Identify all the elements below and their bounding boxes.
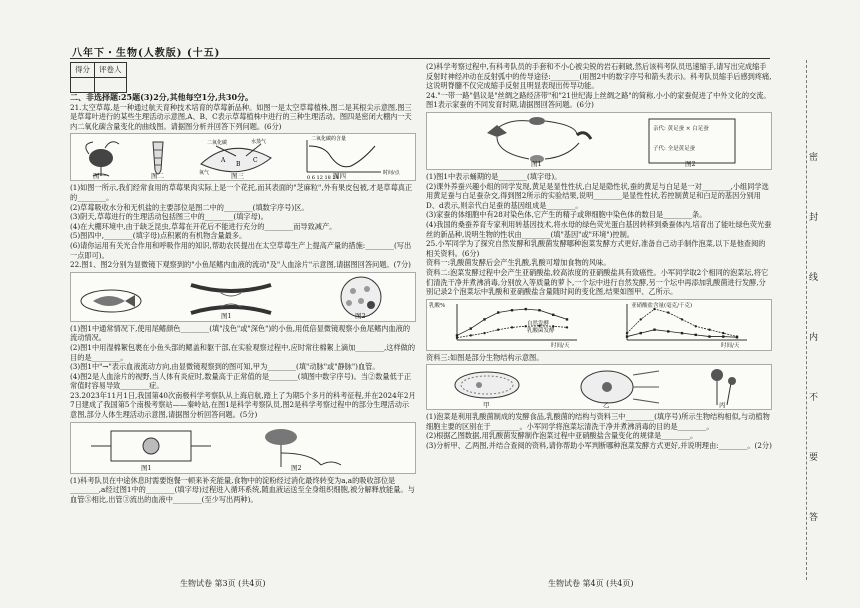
data-point: [483, 332, 485, 334]
right-column: [426, 62, 772, 451]
q23-figure-svg: [71, 423, 417, 473]
data-point: [497, 311, 499, 313]
q22-intro: 22.图1、图2分别为显微镜下观察到的"小鱼尾鳍内血液的流动"及"人血涂片"示意图,请据图回答问题。(7分): [70, 260, 411, 270]
q21-line-1: (1)如图一所示,我们经常食用的草莓果肉实际上是一个花托,而其表面的"芝麻粒",外有果皮包被,才是草莓真正的________。: [70, 183, 413, 202]
page-header: 八年下・生物(人教版) (十五): [72, 48, 221, 59]
svg-text:0 6 12 18 24: 0 6 12 18 24: [307, 175, 339, 181]
svg-text:时间/点: 时间/点: [383, 170, 400, 177]
circulation-diagram-figure: [91, 431, 211, 461]
svg-text:水蒸气: 水蒸气: [251, 139, 267, 146]
q24-line-1: (1)图1中表示蛹期的是________(填字母)。: [426, 171, 562, 181]
q21-line-3: (3)阴天,草莓进行的生理活动包括图三中的________(填字母)。: [70, 212, 268, 222]
chart-a-xlabel: 时间/天: [551, 342, 570, 349]
cross-parent-row: 亲代: 黄足蚕 × 白足蚕: [653, 125, 709, 132]
legend-natural: 自然发酵: [527, 320, 550, 327]
q21-figure-svg: [71, 134, 417, 180]
fig-label: 图2: [291, 464, 302, 473]
seal-char: 不: [809, 393, 819, 403]
fig-label: 图1: [221, 312, 232, 321]
silkworm-cycle-figure: [487, 117, 591, 163]
data-point: [681, 318, 683, 320]
leaf-process-figure: [199, 138, 271, 176]
left-column: [70, 62, 416, 504]
q25-line-2: (2)根据乙图数据,用乳酸菌发酵制作泡菜过程中亚硝酸盐含量变化的规律是________。: [426, 431, 698, 441]
fig-label: 图四: [333, 171, 346, 180]
blood-smear-figure: [341, 277, 381, 317]
q22-line-1: (1)图1中通常情况下,使用尾鳍颜色________(填"浅色"或"深色")的小鱼,用低倍显微镜观察小鱼尾鳍内血液的流动情况。: [70, 323, 411, 343]
q25-line-3: (3)分析甲、乙两图,并结合查阅的资料,请你帮助小军判断哪种泡菜发酵方式更好,并说明理由:________。(2分): [426, 441, 772, 451]
q25-line-1: (1)泡菜是利用乳酸菌制成的发酵食品,乳酸菌的结构与资料三中________(填序号)所示生物结构相似,与动植物细胞主要的区别在于________。小军同学将泡菜坛清洗干净并煮沸消毒的目的是________。: [426, 412, 770, 431]
data-point: [470, 334, 472, 336]
seal-char: 答: [809, 513, 819, 523]
q23-line-2: (2)科学考察过程中,有科考队员的手套和不小心被尖锐的岩石刺破,然后该科考队员迅速缩手,请写出完成缩手反射时神经冲动在反射弧中的传导途径:________(用图2中的数字序号和箭头表示)。科考队员缩手后感到疼痛,这说明脊髓不仅完成缩手反射且明显表现出传导功能。: [426, 62, 772, 91]
organism-label: 甲: [483, 400, 490, 409]
score-cell[interactable]: [71, 78, 95, 93]
data-point: [525, 308, 527, 310]
q24-figures: [426, 112, 772, 170]
data-point: [695, 325, 697, 327]
q21-figures: [70, 133, 416, 181]
organism-label: 丙: [719, 400, 726, 409]
q25-material-2: 资料二:泡菜发酵过程中会产生亚硝酸盐,较高浓度的亚硝酸盐具有致癌性。小军同学取2个相同的泡菜坛,将它们清洗干净并煮沸消毒,分别放入等质量的萝卜,一个坛中进行自然发酵,另一个坛中再添加乳酸菌进行发酵,分别记录2个泡菜坛中乳酸和亚硝酸盐含量随时间的变化图,结果如图甲、乙所示。: [426, 267, 769, 297]
data-point: [695, 333, 697, 335]
data-point: [497, 328, 499, 330]
seal-char: 封: [809, 213, 819, 223]
data-point: [470, 327, 472, 329]
q21-line-4: (4)在大棚环境中,由于缺乏昆虫,草莓在开花后不能进行充分的________而导致减产。: [70, 221, 337, 231]
data-point: [722, 332, 724, 334]
q25-intro: 25.小军同学为了探究自然发酵和乳酸菌发酵哪种泡菜发酵方式更好,准备自己动手制作泡菜,以下是他查阅的相关资料。(6分): [426, 239, 766, 258]
svg-text:A: A: [221, 157, 226, 165]
q21-line-2: (2)草莓吸收水分和无机盐的主要部位是图二中的________(填数字序号)区。: [70, 202, 309, 212]
footer-right: 生物试卷 第4页 (共4页): [548, 579, 634, 588]
grader-cell[interactable]: [95, 78, 127, 93]
data-point: [667, 311, 669, 313]
q24-intro: 24."一带一路"倡议是"丝绸之路经济带"和"21世纪海上丝绸之路"的简称,小小的家蚕促进了中外文化的交流。图1表示家蚕的不同发育时期,请据图回答问题。(6分): [426, 90, 771, 110]
fig-label: 图2: [685, 160, 696, 169]
data-point: [708, 335, 710, 337]
co2-curve-figure: [307, 135, 401, 180]
score-label: 得分: [71, 63, 95, 78]
fig-label: 图1: [141, 464, 152, 473]
fig-label: 图二: [151, 171, 164, 180]
data-point: [511, 309, 513, 311]
q24-line-3: (3)家蚕的体细胞中有28对染色体,它产生的精子或卵细胞中染色体的数目是________条。: [426, 210, 707, 220]
q22-line-2: (2)图1中用湿棉絮包裹在小鱼头部的鳃盖和躯干部,在实验观察过程中,应时常往棉絮上滴加________,这样做的目的是________。: [70, 342, 416, 362]
data-point: [566, 318, 568, 320]
section-title: 二、非选择题:25题(3)2分,其他每空1分,共30分。: [70, 92, 254, 102]
data-point: [511, 326, 513, 328]
grader-label: 评卷人: [95, 63, 127, 78]
fig-label: 图2: [355, 312, 366, 321]
q25-organisms: [426, 364, 772, 410]
chart-a-ylabel: 乳酸%: [429, 302, 446, 309]
svg-text:二氧化碳的含量: 二氧化碳的含量: [311, 136, 347, 143]
data-point: [456, 336, 458, 338]
data-point: [626, 335, 628, 337]
data-point: [653, 328, 655, 330]
data-point: [681, 332, 683, 334]
footer-left: 生物试卷 第3页 (共4页): [180, 579, 266, 588]
data-point: [640, 332, 642, 334]
data-point: [640, 318, 642, 320]
data-point: [626, 332, 628, 334]
q22-line-3: (3)图1中"→"表示血液流动方向,由显微镜观察到的图可知,甲为________(填"动脉"或"静脉")血管。: [70, 362, 380, 372]
data-point: [722, 335, 724, 337]
fig-label: 图1: [531, 160, 542, 169]
fig-label: 图三: [231, 171, 244, 180]
q23-intro: 23.2023年11月1日,我国第40次南极科学考察队从上海启航,踏上了为期5个多月的科考征程,并在2024年2月7日建成了我国第5个南极考察站——秦岭站,在图1是科学考察队员,图2是科学考察过程中的部分生理活动示意图,部分人体生理活动示意图,请据图分析回答问题。(5分): [70, 390, 416, 420]
q21-line-6: (6)请你运用有关光合作用和呼吸作用的知识,帮助农民提出在太空草莓生产上提高产量的措施:________(写出一点即可)。: [70, 240, 412, 260]
seal-char: 要: [809, 453, 819, 463]
svg-text:二氧化碳: 二氧化碳: [207, 140, 228, 147]
legend-lactic: 乳酸菌发酵: [527, 327, 555, 334]
seal-line: [806, 60, 827, 580]
score-table: [70, 62, 127, 93]
organism-label: 乙: [603, 400, 610, 409]
data-point: [456, 334, 458, 336]
fish-dish-figure: [81, 290, 141, 312]
chart-b-ylabel: 亚硝酸盐含量(毫克/千克): [631, 302, 693, 309]
header-rule: [70, 58, 770, 59]
q22-figures: [70, 272, 416, 322]
data-point: [667, 330, 669, 332]
capillary-figure: [191, 285, 271, 313]
q24-line-4: (4)我国的桑蚕养育专家利用转基因技术,将水母的绿色荧光蛋白基因转移到桑蚕体内,培育出了能吐绿色荧光蚕丝的新品种,说明生物的性状由________(填"基因"或"环境")控制。: [426, 219, 772, 239]
fig-label: 图一: [93, 171, 106, 180]
cross-offspring-row: 子代: 全是黄足蚕: [653, 145, 696, 152]
q24-line-2: (2)课外养蚕兴趣小组的同学发现,黄足是显性性状,白足是隐性状,蚕的黄足与白足是一对________,小组同学选用黄足蚕与白足蚕杂交,得到图2所示的实验结果,说明________是显性性状,若控制黄足和白足的基因分别用D、d表示,则亲代白足蚕的基因组成是________。: [426, 181, 769, 210]
q22-line-4: (4)图2是人血涂片的视野,当人体有炎症时,数量高于正常值的是________(填图中数字序号)。当②数量低于正常值时容易导致________症。: [70, 371, 412, 391]
svg-text:B: B: [236, 161, 241, 169]
seal-char: 线: [809, 273, 819, 283]
bacterium-figure: [455, 372, 519, 398]
data-point: [566, 326, 568, 328]
q24-figure-svg: [427, 113, 773, 169]
chart-b-xlabel: 时间/天: [721, 342, 740, 349]
q21-line-5: (5)图四中,________(填字母)点积累的有机物含量最多。: [70, 231, 247, 241]
data-point: [538, 309, 540, 311]
seal-char: 内: [809, 333, 819, 343]
reflex-arc-figure: [265, 429, 341, 467]
root-tip-figure: [153, 142, 163, 174]
q23-line-1: (1)科考队员在中途休息时需要饱餐一顿来补充能量,食物中的淀粉经过消化最终转变为a,a的吸收部位是________,a经过图1中的________(填字母)过程进入循环系统,随血液运送至全身组织细胞,被分解释放能量。与血管⑤相比,出管③流出的血液中________(至少写出两种)。: [70, 475, 415, 504]
q23-figures: [70, 422, 416, 474]
yeast-figure: [581, 371, 659, 403]
q25-material-3: 资料三:如图是部分生物结构示意图。: [426, 352, 544, 362]
data-point: [708, 328, 710, 330]
data-point: [552, 313, 554, 315]
svg-text:C: C: [253, 157, 258, 165]
data-point: [736, 336, 738, 338]
data-point: [483, 318, 485, 320]
q21-intro: 21.太空草莓,是一种通过航天育种技术培育的草莓新品种。如图一是太空草莓植株,图二是其根尖示意图,图三是草莓叶进行的某些生理活动示意图,A、B、C表示草莓植株中进行的三种生理活动。图四是密闭大棚内一天内二氧化碳含量变化的曲线图。请据图分析并回答下列问题。(6分): [70, 102, 412, 131]
q25-charts: [426, 299, 772, 351]
q25-material-1: 资料一:乳酸菌发酵后会产生乳酸,乳酸可增加食物的风味。: [426, 258, 611, 268]
svg-text:氧气: 氧气: [199, 170, 210, 177]
seal-char: 密: [809, 153, 819, 163]
